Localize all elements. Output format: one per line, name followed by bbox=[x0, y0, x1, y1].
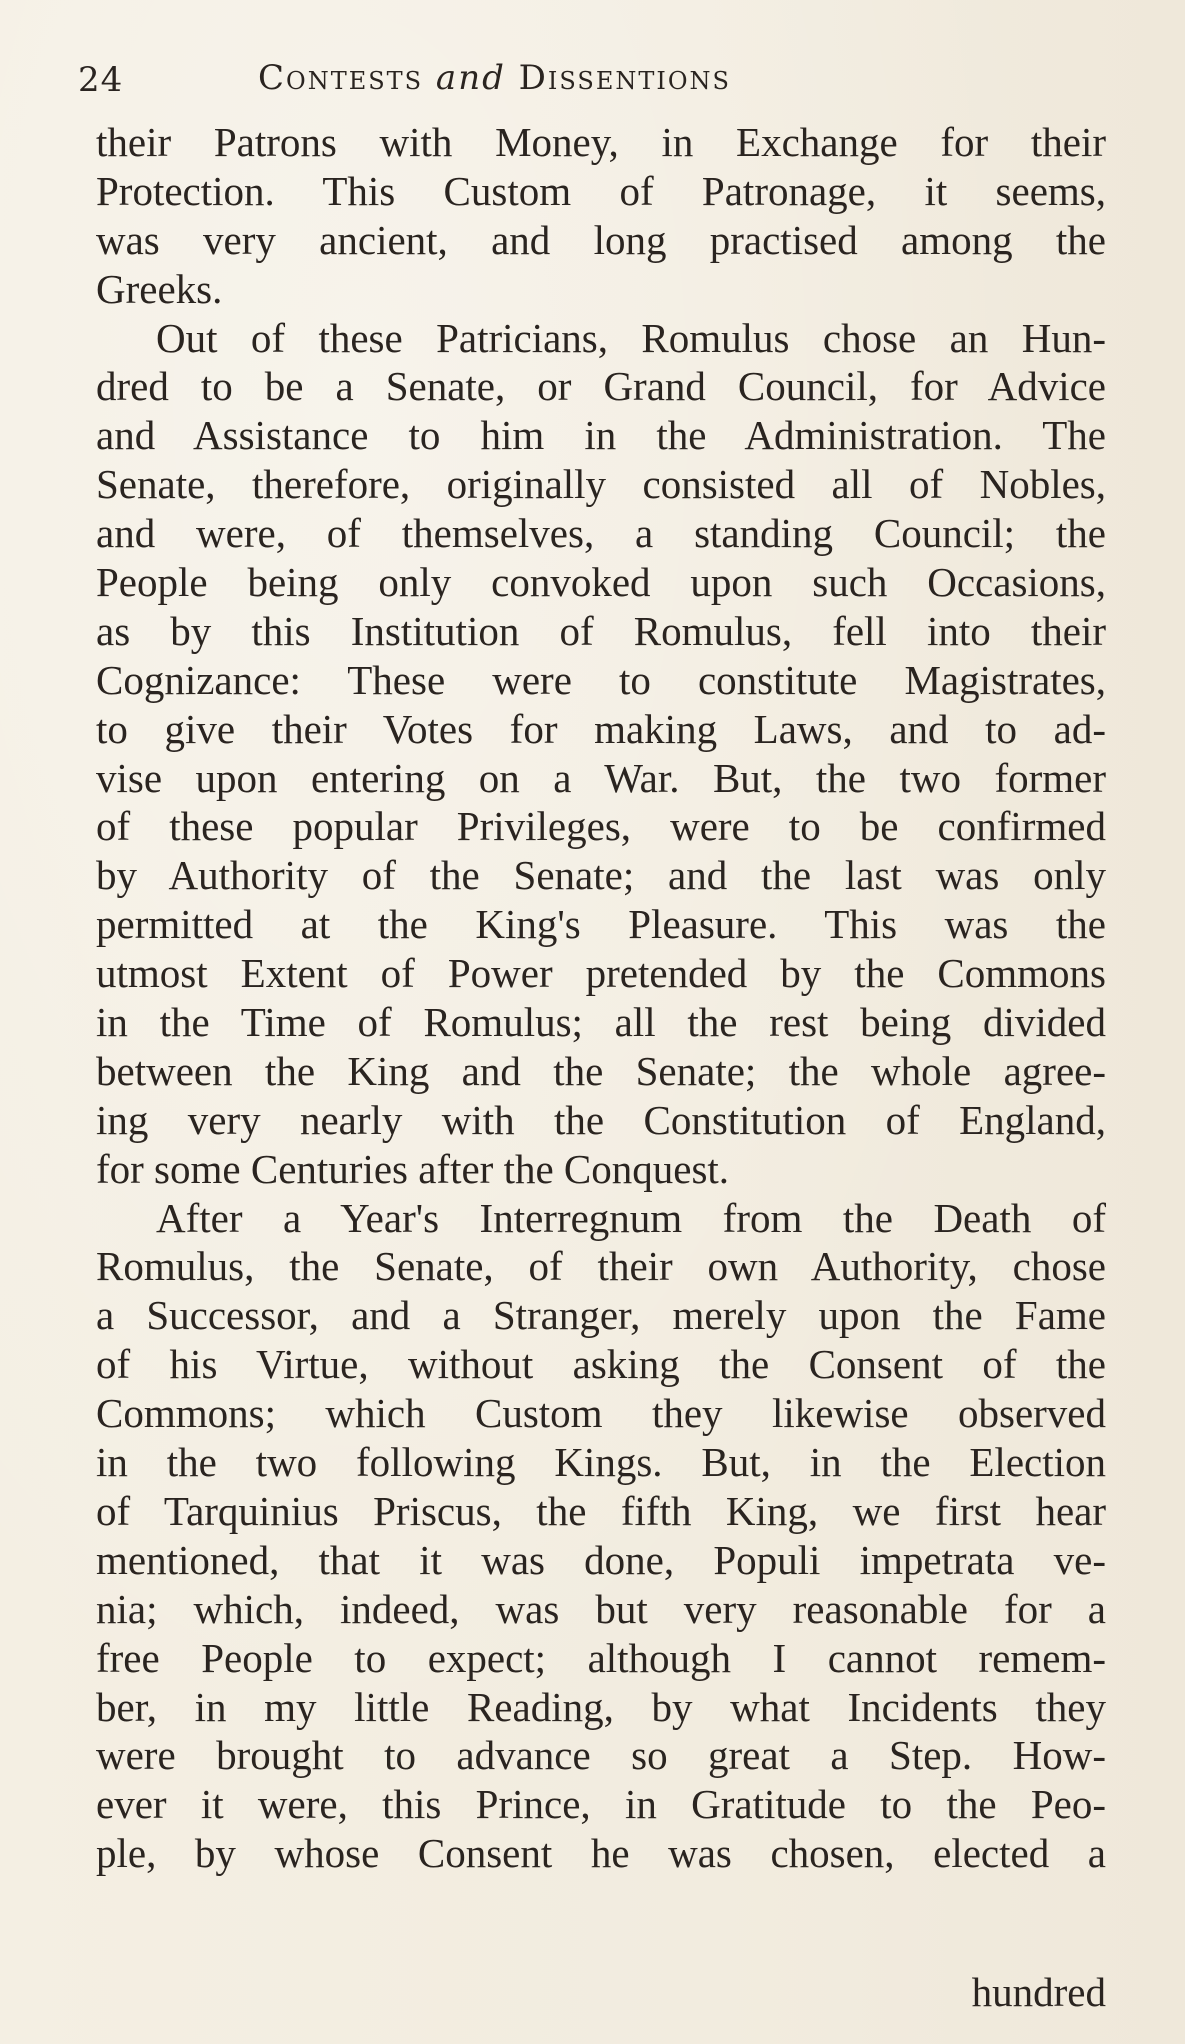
text-line: their Patrons with Money, in Exchange for their bbox=[96, 119, 1106, 165]
text-line: Commons; which Custom they likewise observed bbox=[96, 1390, 1106, 1437]
text-line: Cognizance: These were to constitute Magistrates, bbox=[96, 656, 1106, 703]
page-number: 24 bbox=[78, 60, 124, 100]
text-line: Out of these Patricians, Romulus chose an Hun- bbox=[156, 314, 1106, 361]
text-line: dred to be a Senate, or Grand Council, for Advice bbox=[96, 363, 1106, 410]
text-line: were brought to advance so great a Step. How- bbox=[96, 1732, 1106, 1779]
text-line: People being only convoked upon such Occasions, bbox=[96, 559, 1106, 606]
text-line: between the King and the Senate; the whole agree- bbox=[96, 1047, 1106, 1094]
text-line: nia; which, indeed, was but very reasonable for a bbox=[96, 1585, 1106, 1632]
text-line: was very ancient, and long practised among the bbox=[96, 216, 1106, 263]
running-head bbox=[258, 58, 731, 98]
text-line: in the Time of Romulus; all the rest being divided bbox=[96, 999, 1106, 1046]
text-line: ple, by whose Consent he was chosen, elected a bbox=[96, 1830, 1106, 1877]
text-line: utmost Extent of Power pretended by the Commons bbox=[96, 950, 1106, 997]
text-line: Romulus, the Senate, of their own Authority, chose bbox=[96, 1243, 1106, 1290]
body-text bbox=[96, 118, 1106, 1878]
text-line: to give their Votes for making Laws, and to ad- bbox=[96, 705, 1106, 752]
text-line: mentioned, that it was done, Populi impetrata ve- bbox=[96, 1536, 1106, 1583]
text-line: of these popular Privileges, were to be confirmed bbox=[96, 803, 1106, 850]
running-head-part2: Dissentions bbox=[518, 58, 731, 98]
text-line: Senate, therefore, originally consisted all of Nobles, bbox=[96, 461, 1106, 508]
text-line: Greeks. bbox=[96, 265, 223, 312]
running-head-and: and bbox=[435, 58, 506, 98]
text-line: and Assistance to him in the Administration. The bbox=[96, 412, 1106, 459]
text-line: permitted at the King's Pleasure. This was the bbox=[96, 901, 1106, 948]
text-line: a Successor, and a Stranger, merely upon the Fame bbox=[96, 1292, 1106, 1339]
text-line: ing very nearly with the Constitution of England, bbox=[96, 1096, 1106, 1143]
text-line: After a Year's Interregnum from the Death of bbox=[156, 1194, 1106, 1241]
text-line: ber, in my little Reading, by what Incidents they bbox=[96, 1683, 1106, 1730]
running-head-part1: Contests bbox=[258, 58, 424, 98]
text-line: vise upon entering on a War. But, the two former bbox=[96, 754, 1106, 801]
text-line: and were, of themselves, a standing Council; the bbox=[96, 510, 1106, 557]
text-line: ever it were, this Prince, in Gratitude to the Peo- bbox=[96, 1781, 1106, 1828]
text-line: free People to expect; although I cannot remem- bbox=[96, 1634, 1106, 1681]
text-line: for some Centuries after the Conquest. bbox=[96, 1145, 730, 1192]
text-line: in the two following Kings. But, in the Election bbox=[96, 1439, 1106, 1486]
text-line: as by this Institution of Romulus, fell into their bbox=[96, 607, 1106, 654]
text-line: Protection. This Custom of Patronage, it seems, bbox=[96, 167, 1106, 214]
text-line: by Authority of the Senate; and the last was only bbox=[96, 852, 1106, 899]
page-header bbox=[78, 58, 1108, 108]
catchword: hundred bbox=[971, 1969, 1106, 2015]
text-line: of his Virtue, without asking the Consent of the bbox=[96, 1341, 1106, 1388]
text-line: of Tarquinius Priscus, the fifth King, we first hear bbox=[96, 1487, 1106, 1534]
